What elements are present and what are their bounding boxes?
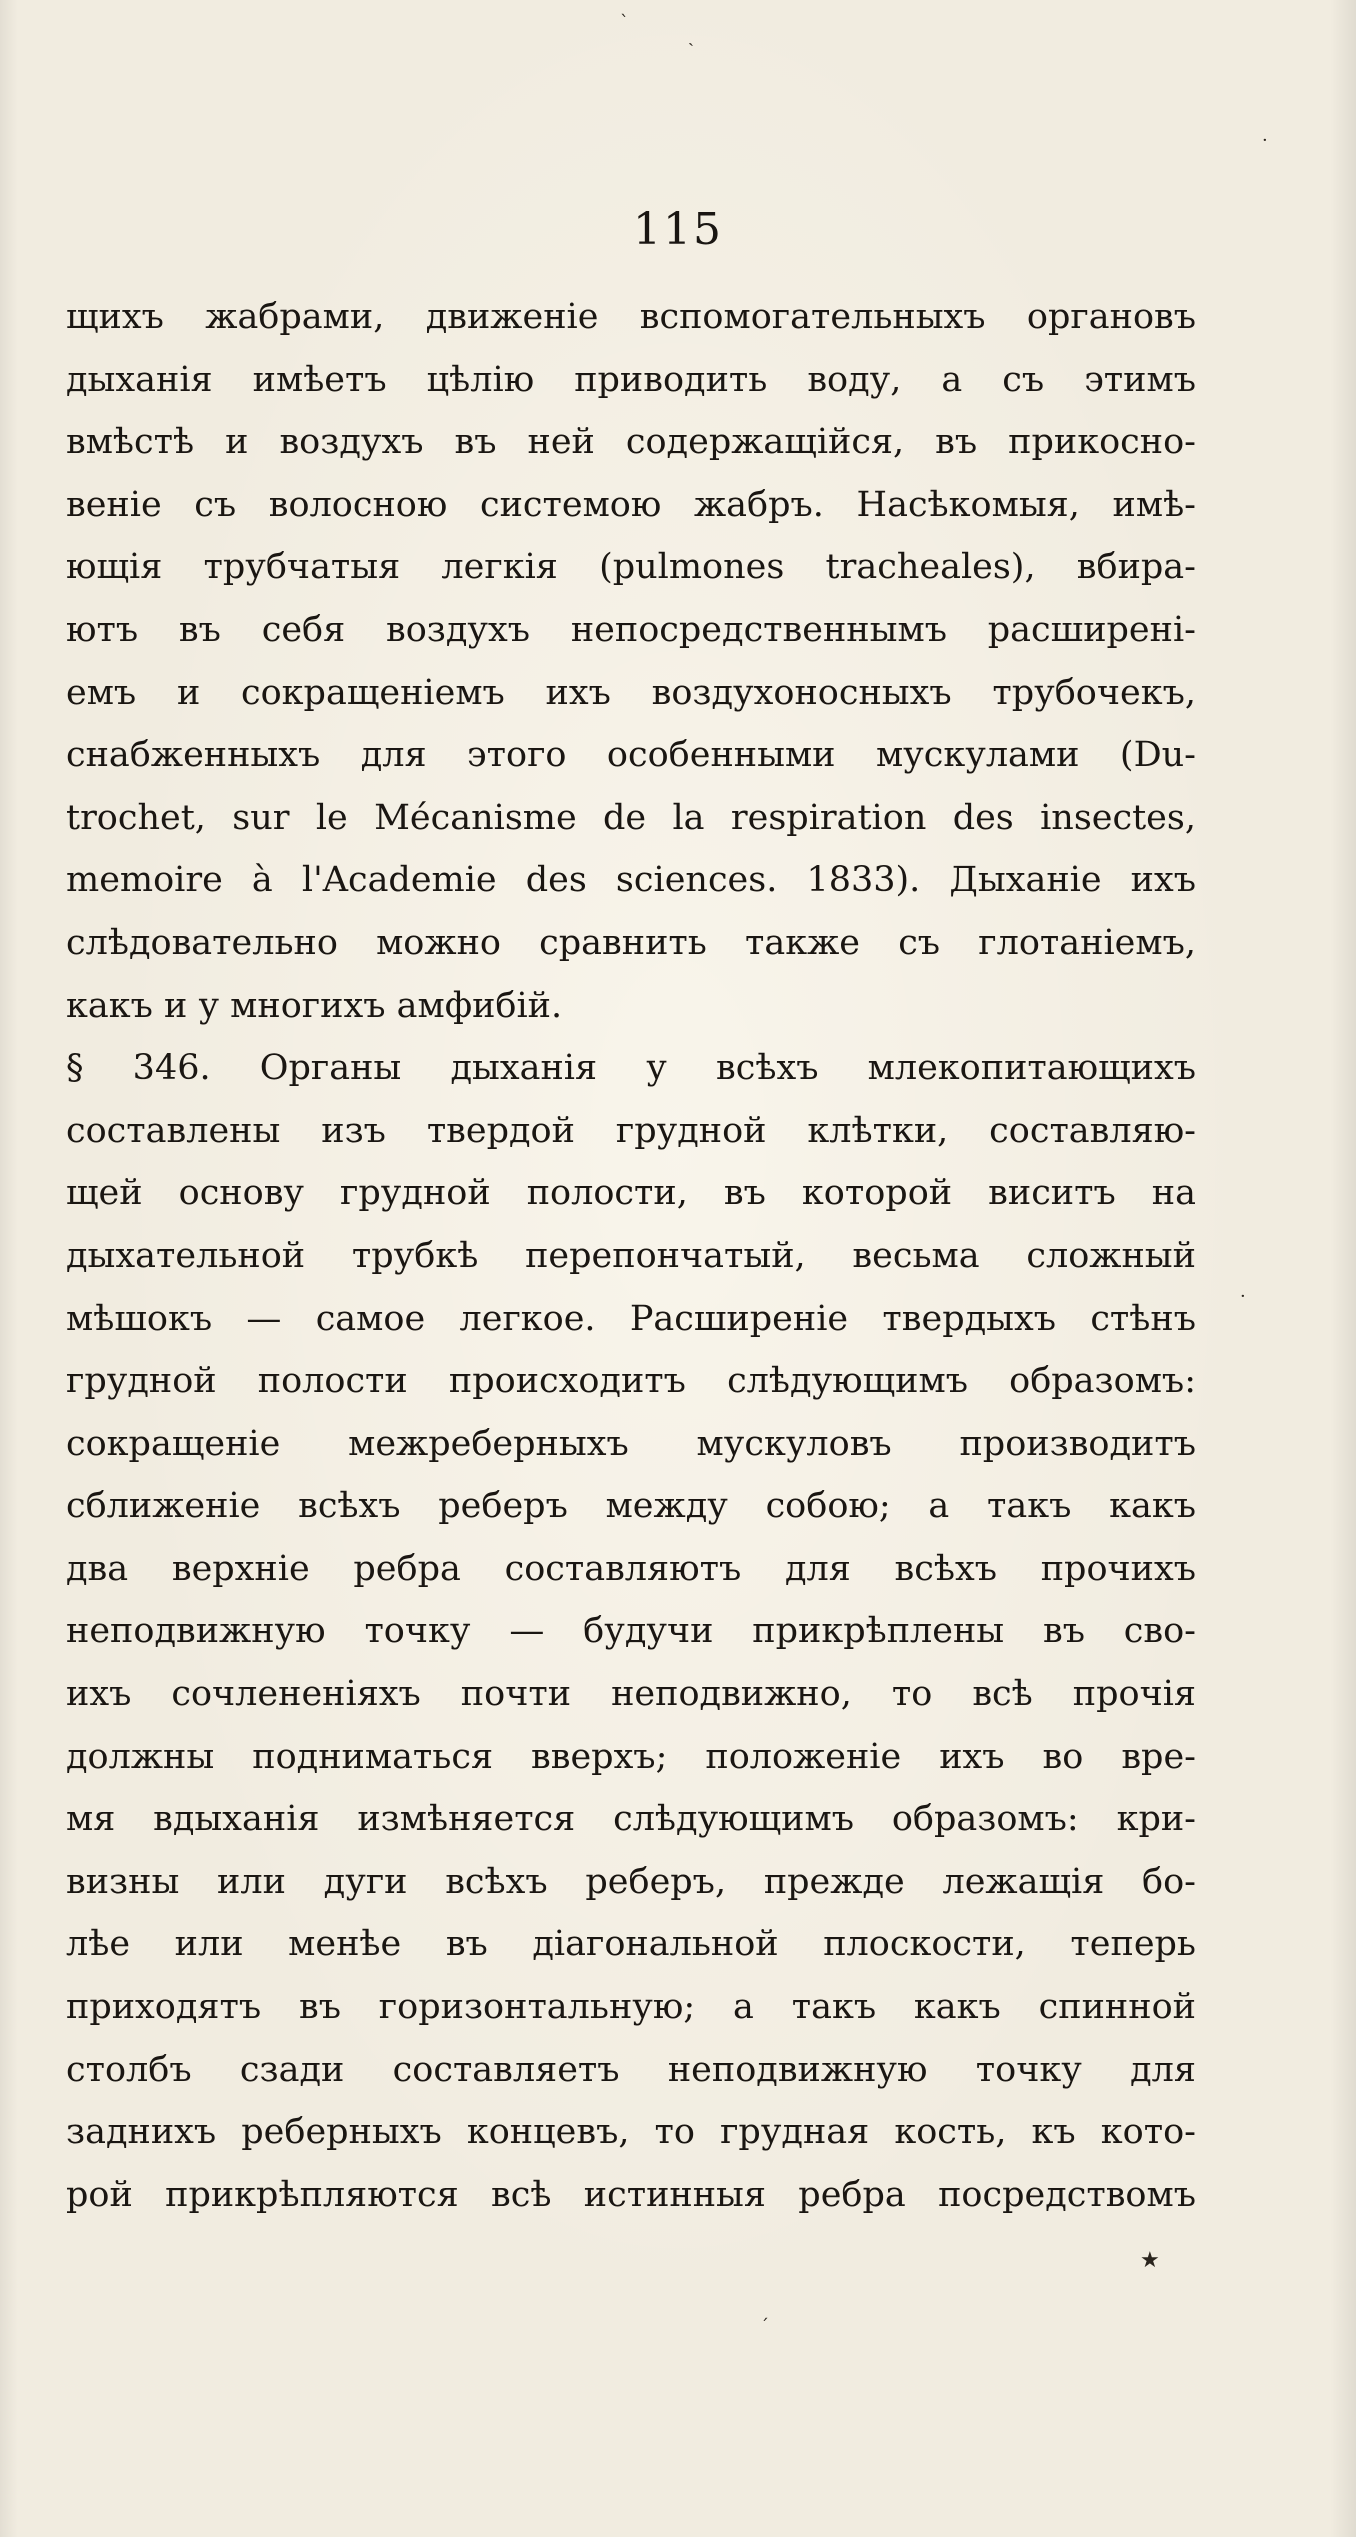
text-line: рой прикрѣпляются всѣ истинныя ребра посредствомъ	[66, 2174, 1196, 2215]
speck-mark: ˋ	[620, 12, 629, 33]
text-line: заднихъ реберныхъ концевъ, то грудная кость, къ кото-	[66, 2112, 1196, 2153]
text-line: ютъ въ себя воздухъ непосредственнымъ расширенi-	[66, 609, 1196, 650]
paragraph-end-line: какъ и у многихъ амфибiй.	[66, 985, 563, 1026]
text-line: дыханiя имѣетъ цѣлiю приводить воду, а съ этимъ	[66, 359, 1196, 400]
text-line: дыхательной трубкѣ перепончатый, весьма сложный	[66, 1235, 1196, 1276]
text-line: емъ и сокращенiемъ ихъ воздухоносныхъ трубочекъ,	[66, 672, 1196, 713]
body-text	[66, 286, 1196, 2226]
text-line: венiе съ волосною системою жабръ. Насѣкомыя, имѣ-	[66, 484, 1196, 525]
text-line: грудной полости происходитъ слѣдующимъ образомъ:	[66, 1361, 1196, 1402]
speck-mark: ˎ	[688, 26, 694, 47]
speck-mark: ·	[1262, 130, 1268, 151]
text-line: щей основу грудной полости, въ которой виситъ на	[66, 1173, 1196, 1214]
text-line: столбъ сзади составляетъ неподвижную точку для	[66, 2049, 1196, 2090]
text-line: визны или дуги всѣхъ реберъ, прежде лежащiя бо-	[66, 1861, 1196, 1902]
text-line: ихъ сочлененiяхъ почти неподвижно, то всѣ прочiя	[66, 1674, 1196, 1715]
text-line: снабженныхъ для этого особенными мускулами (Du-	[66, 735, 1196, 776]
text-line: ющiя трубчатыя легкiя (pulmones tracheales), вбира-	[66, 547, 1196, 588]
text-line: вмѣстѣ и воздухъ въ ней содержащiйся, въ прикосно-	[66, 422, 1196, 463]
text-line: сокращенiе межреберныхъ мускуловъ производитъ	[66, 1423, 1196, 1464]
text-line: слѣдовательно можно сравнить также съ глотанiемъ,	[66, 922, 1196, 963]
text-line: составлены изъ твердой грудной клѣтки, составляю-	[66, 1110, 1196, 1151]
page-number: 115	[633, 204, 723, 255]
text-line: trochet, sur le Mécanisme de la respiration des insectes,	[66, 797, 1196, 838]
section-heading-line: § 346. Органы дыханiя у всѣхъ млекопитающихъ	[66, 1048, 1196, 1089]
speck-mark: ˊ	[760, 2316, 769, 2337]
speck-mark: ·	[1240, 1286, 1246, 1307]
text-line: memoire à l'Academie des sciences. 1833). Дыханiе ихъ	[66, 860, 1196, 901]
text-line: сближенiе всѣхъ реберъ между собою; а такъ какъ	[66, 1486, 1196, 1527]
text-line: неподвижную точку — будучи прикрѣплены въ сво-	[66, 1611, 1196, 1652]
text-line: два верхнiе ребра составляютъ для всѣхъ прочихъ	[66, 1548, 1196, 1589]
text-line: лѣе или менѣе въ дiагональной плоскости, теперь	[66, 1924, 1196, 1965]
text-line: щихъ жабрами, движенiе вспомогательныхъ органовъ	[66, 297, 1196, 337]
text-line: мѣшокъ — самое легкое. Расширенiе твердыхъ стѣнъ	[66, 1298, 1196, 1339]
text-line: должны подниматься вверхъ; положенiе ихъ во вре-	[66, 1736, 1196, 1777]
signature-star-mark: ★	[1140, 2248, 1160, 2273]
text-line: мя вдыханiя измѣняется слѣдующимъ образомъ: кри-	[66, 1799, 1196, 1840]
text-line: приходятъ въ горизонтальную; а такъ какъ спинной	[66, 1987, 1196, 2028]
